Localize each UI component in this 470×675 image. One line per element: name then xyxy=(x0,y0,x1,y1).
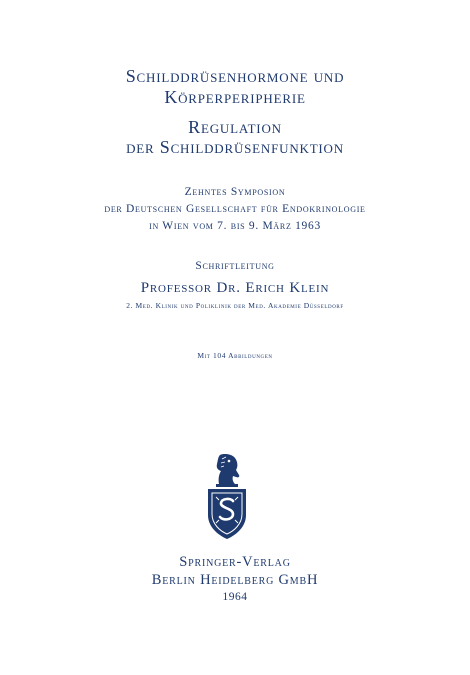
title-line-3: Regulation xyxy=(188,117,282,137)
publication-year: 1964 xyxy=(222,591,248,603)
symposium-line-3: in Wien vom 7. bis 9. März 1963 xyxy=(149,220,321,232)
symposium-line-1: Zehntes Symposion xyxy=(184,186,286,198)
editor-label: Schriftleitung xyxy=(195,260,275,272)
publisher-line-1: Springer-Verlag xyxy=(179,554,291,570)
publisher-line-2: Berlin Heidelberg GmbH xyxy=(151,572,319,588)
illustrations-note: Mit 104 Abbildungen xyxy=(197,351,273,360)
title-line-4: der Schilddrüsenfunktion xyxy=(126,137,344,157)
title-line-2: Körperperipherie xyxy=(164,87,306,107)
editor-affiliation: 2. Med. Klinik und Poliklinik der Med. Akademie Düsseldorf xyxy=(126,301,344,310)
editor-name: Professor Dr. Erich Klein xyxy=(140,280,330,296)
springer-chess-knight-logo-icon xyxy=(202,453,252,541)
title-line-1: Schilddrüsenhormone und xyxy=(125,66,345,86)
symposium-line-2: der Deutschen Gesellschaft für Endokrinologie xyxy=(104,203,366,215)
